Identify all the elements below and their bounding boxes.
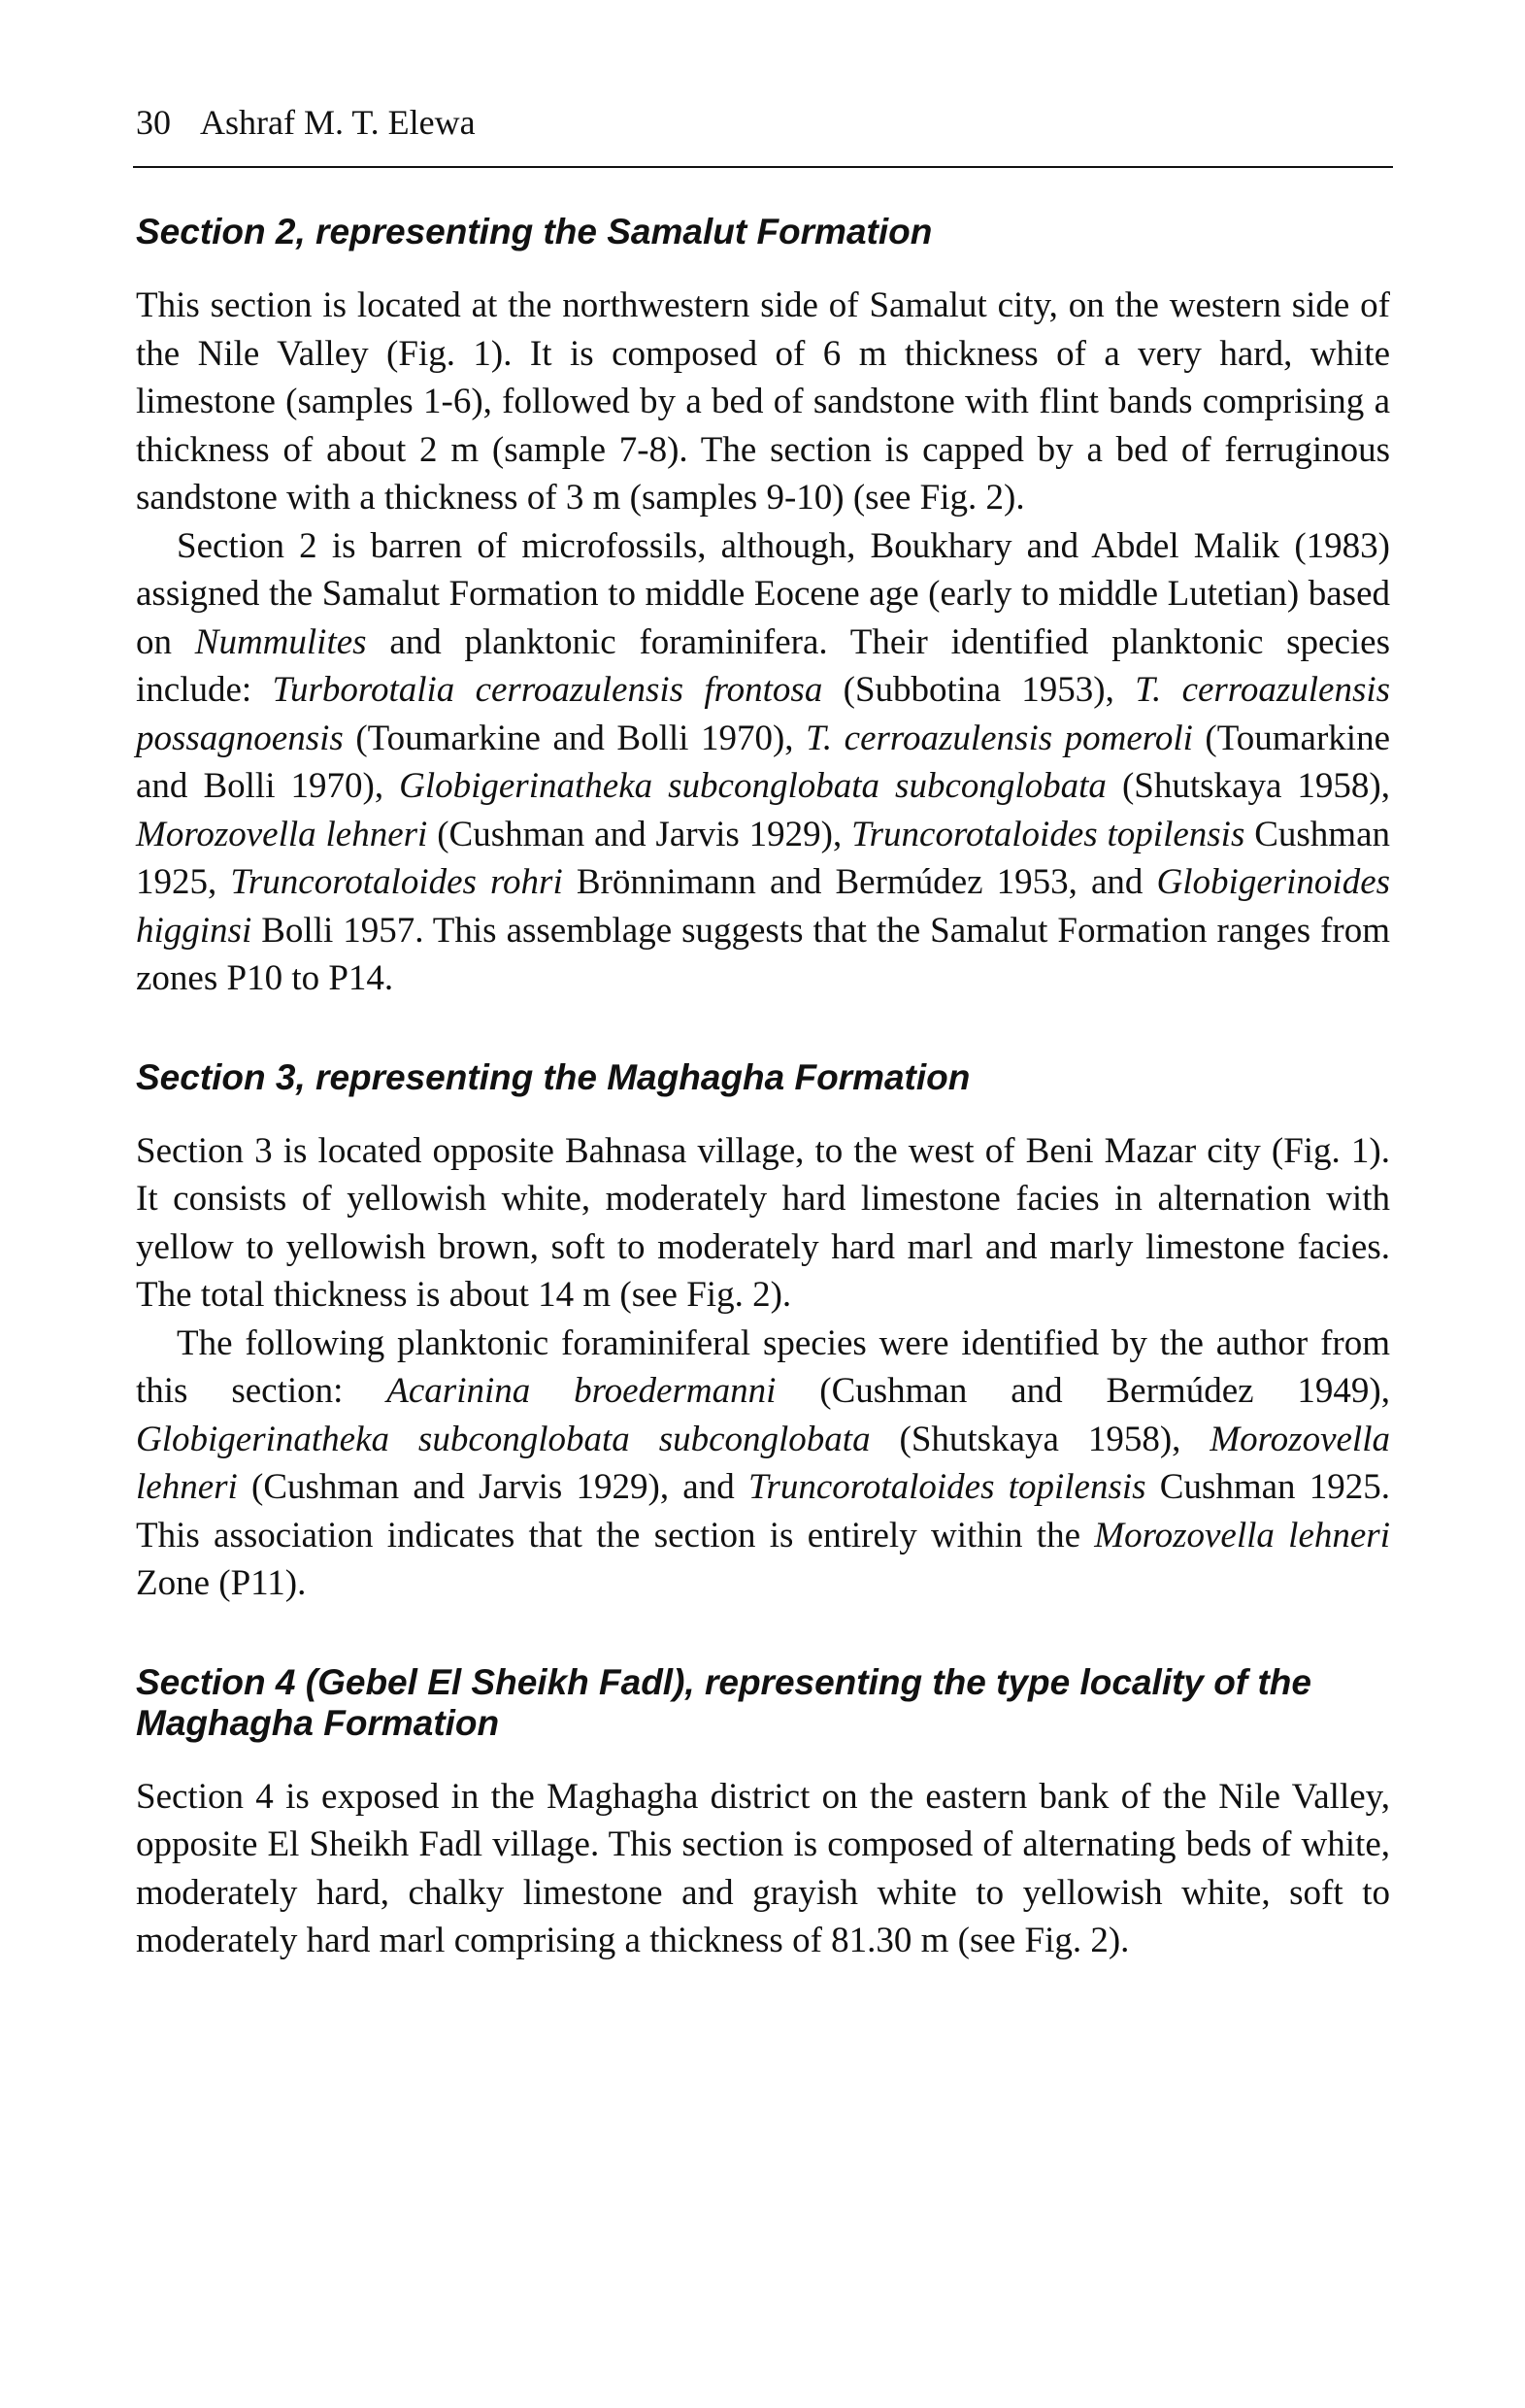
taxon-name: Globigerinatheka subconglobata subconglobata [136, 1419, 871, 1459]
taxon-name: Morozovella lehneri [136, 1419, 1390, 1507]
running-head [136, 101, 476, 144]
taxon-name: Morozovella lehneri [136, 814, 428, 854]
taxon-name: T. cerroazulensis pomeroli [806, 718, 1193, 758]
taxon-name: Acarinina broedermanni [386, 1371, 777, 1411]
taxon-name: Globigerinoides higginsi [136, 862, 1391, 951]
taxon-name: Morozovella lehneri [1094, 1515, 1390, 1555]
section-4-heading: Section 4 (Gebel El Sheikh Fadl), representing the type locality of the Maghagha Formation [136, 1661, 1311, 1743]
section-4-paragraph-1: Section 4 is exposed in the Maghagha district on the eastern bank of the Nile Valley, opposite El Sheikh Fadl village. This section is composed of alternating beds of white, moderately hard, chalky limestone and grayish white to yellowish white, soft to moderately hard marl comprising a thickness of 81.30 m (see Fig. 2). [136, 1776, 1390, 1960]
taxon-name: T. cerroazulensis possagnoensis [136, 670, 1391, 758]
taxon-name: Truncorotaloides topilensis [747, 1467, 1146, 1507]
page-number: 30 [136, 103, 171, 142]
page-body [136, 212, 1390, 1965]
taxon-name: Turborotalia cerroazulensis frontosa [272, 670, 823, 710]
taxon-name: Truncorotaloides rohri [230, 862, 563, 902]
section-3-paragraph-2: The following planktonic foraminiferal species were identified by the author from this section: Acarinina broedermanni (Cushman and Bermúdez 1949), Globigerinatheka subconglobata subconglobata (Shutskaya 1958), Morozovella lehneri (Cushman and Jarvis 1929), and Truncorotaloides topilensis Cushman 1925. This association indicates that the section is entirely within the Morozovella lehneri Zone (P11). [136, 1322, 1391, 1603]
section-2-heading: Section 2, representing the Samalut Formation [136, 212, 933, 251]
section-2-paragraph-2: Section 2 is barren of microfossils, although, Boukhary and Abdel Malik (1983) assigned the Samalut Formation to middle Eocene age (early to middle Lutetian) based on Nummulites and planktonic foraminifera. Their identified planktonic species include: Turborotalia cerroazulensis frontosa (Subbotina 1953), T. cerroazulensis possagnoensis (Toumarkine and Bolli 1970), T. cerroazulensis pomeroli (Toumarkine and Bolli 1970), Globigerinatheka subconglobata subconglobata (Shutskaya 1958), Morozovella lehneri (Cushman and Jarvis 1929), Truncorotaloides topilensis Cushman 1925, Truncorotaloides rohri Brönnimann and Bermúdez 1953, and Globigerinoides higginsi Bolli 1957. This assemblage suggests that the Samalut Formation ranges from zones P10 to P14. [136, 525, 1391, 998]
header-rule [133, 166, 1393, 168]
taxon-name: Nummulites [194, 621, 367, 662]
section-3-heading: Section 3, representing the Maghagha Formation [136, 1056, 971, 1097]
taxon-name: Globigerinatheka subconglobata subconglobata [399, 766, 1107, 806]
taxon-name: Truncorotaloides topilensis [851, 814, 1245, 854]
running-head-author: Ashraf M. T. Elewa [200, 103, 476, 142]
section-3-paragraph-1: Section 3 is located opposite Bahnasa village, to the west of Beni Mazar city (Fig. 1). It consists of yellowish white, moderately hard limestone facies in alternation with yellow to yellowish brown, soft to moderately hard marl and marly limestone facies. The total thickness is about 14 m (see Fig. 2). [136, 1130, 1390, 1315]
section-2-paragraph-1: This section is located at the northwestern side of Samalut city, on the western side of the Nile Valley (Fig. 1). It is composed of 6 m thickness of a very hard, white limestone (samples 1-6), followed by a bed of sandstone with flint bands comprising a thickness of about 2 m (sample 7-8). The section is capped by a bed of ferruginous sandstone with a thickness of 3 m (samples 9-10) (see Fig. 2). [136, 285, 1390, 518]
